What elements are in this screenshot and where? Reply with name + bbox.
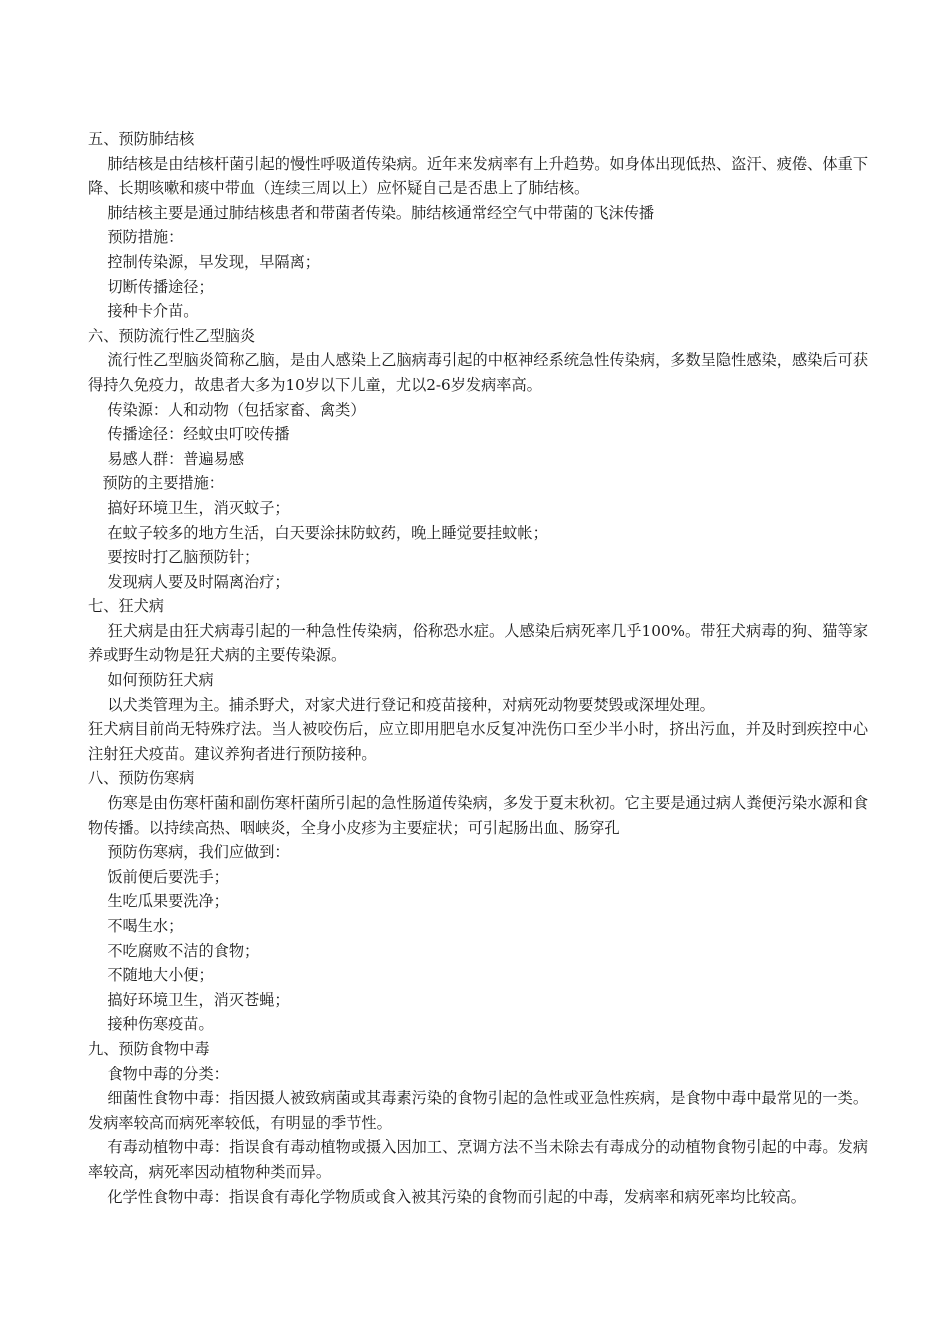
section-food-poisoning	[88, 1037, 868, 1209]
section-heading: 八、预防伤寒病	[88, 769, 195, 788]
paragraph: 预防的主要措施：	[88, 474, 224, 493]
list-item: 接种伤寒疫苗。	[88, 1015, 214, 1034]
list-item: 控制传染源，早发现，早隔离；	[88, 252, 320, 271]
paragraph: 伤寒是由伤寒杆菌和副伤寒杆菌所引起的急性肠道传染病，多发于夏末秋初。它主要是通过病人粪便污染水源和食物传播。以持续高热、咽峡炎，全身小皮疹为主要症状；可引起肠出血、肠穿孔	[88, 794, 869, 837]
section-tuberculosis	[88, 127, 868, 324]
list-item: 发现病人要及时隔离治疗；	[88, 572, 290, 591]
list-item: 生吃瓜果要洗净；	[88, 892, 229, 911]
section-heading: 九、预防食物中毒	[88, 1039, 210, 1058]
paragraph: 食物中毒的分类：	[88, 1064, 229, 1083]
paragraph: 肺结核是由结核杆菌引起的慢性呼吸道传染病。近年来发病率有上升趋势。如身体出现低热、盗汗、疲倦、体重下降、长期咳嗽和痰中带血（连续三周以上）应怀疑自己是否患上了肺结核。	[88, 154, 869, 198]
list-item: 要按时打乙脑预防针；	[88, 548, 260, 567]
section-heading: 六、预防流行性乙型脑炎	[88, 326, 256, 345]
paragraph: 预防措施：	[88, 228, 184, 247]
list-item: 不吃腐败不洁的食物；	[88, 941, 260, 960]
paragraph: 如何预防狂犬病	[88, 671, 214, 690]
list-item: 在蚊子较多的地方生活，白天要涂抹防蚊药，晚上睡觉要挂蚊帐；	[88, 523, 548, 542]
paragraph: 肺结核主要是通过肺结核患者和带菌者传染。肺结核通常经空气中带菌的飞沫传播	[88, 203, 655, 222]
section-encephalitis	[88, 324, 868, 595]
list-item: 饭前便后要洗手；	[88, 867, 229, 886]
paragraph: 易感人群：普遍易感	[88, 449, 244, 468]
paragraph: 传播途径：经蚊虫叮咬传播	[88, 425, 290, 444]
list-item: 切断传播途径；	[88, 277, 214, 296]
paragraph: 细菌性食物中毒：指因摄人被致病菌或其毒素污染的食物引起的急性或亚急性疾病，是食物中毒中最常见的一类。发病率较高而病死率较低，有明显的季节性。	[88, 1089, 869, 1132]
section-rabies	[88, 594, 868, 766]
section-typhoid	[88, 766, 868, 1037]
list-item: 接种卡介苗。	[88, 302, 199, 321]
paragraph: 狂犬病是由狂犬病毒引起的一种急性传染病，俗称恐水症。人感染后病死率几乎100%。带狂犬病毒的狗、猫等家养或野生动物是狂犬病的主要传染源。	[88, 621, 869, 665]
paragraph: 狂犬病目前尚无特殊疗法。当人被咬伤后，应立即用肥皂水反复冲洗伤口至少半小时，挤出污血，并及时到疾控中心注射狂犬疫苗。建议养狗者进行预防接种。	[88, 720, 868, 763]
paragraph: 传染源：人和动物（包括家畜、禽类）	[88, 400, 366, 419]
paragraph: 预防伤寒病，我们应做到：	[88, 843, 290, 862]
paragraph: 有毒动植物中毒：指误食有毒动植物或摄入因加工、烹调方法不当未除去有毒成分的动植物食物引起的中毒。发病率较高，病死率因动植物种类而异。	[88, 1138, 869, 1181]
document-page	[88, 127, 868, 1209]
list-item: 不喝生水；	[88, 917, 184, 935]
list-item: 搞好环境卫生，消灭蚊子；	[88, 498, 290, 517]
section-heading: 七、狂犬病	[88, 597, 164, 616]
list-item: 搞好环境卫生，消灭苍蝇；	[88, 990, 290, 1009]
paragraph: 化学性食物中毒：指误食有毒化学物质或食入被其污染的食物而引起的中毒，发病率和病死率均比较高。	[88, 1187, 806, 1206]
paragraph: 以犬类管理为主。捕杀野犬，对家犬进行登记和疫苗接种，对病死动物要焚毁或深埋处理。	[88, 695, 715, 714]
paragraph: 流行性乙型脑炎简称乙脑，是由人感染上乙脑病毒引起的中枢神经系统急性传染病，多数呈隐性感染，感染后可获得持久免疫力，故患者大多为10岁以下儿童，尤以2-6岁发病率高。	[88, 351, 869, 394]
section-heading: 五、预防肺结核	[88, 130, 195, 148]
list-item: 不随地大小便；	[88, 966, 214, 985]
